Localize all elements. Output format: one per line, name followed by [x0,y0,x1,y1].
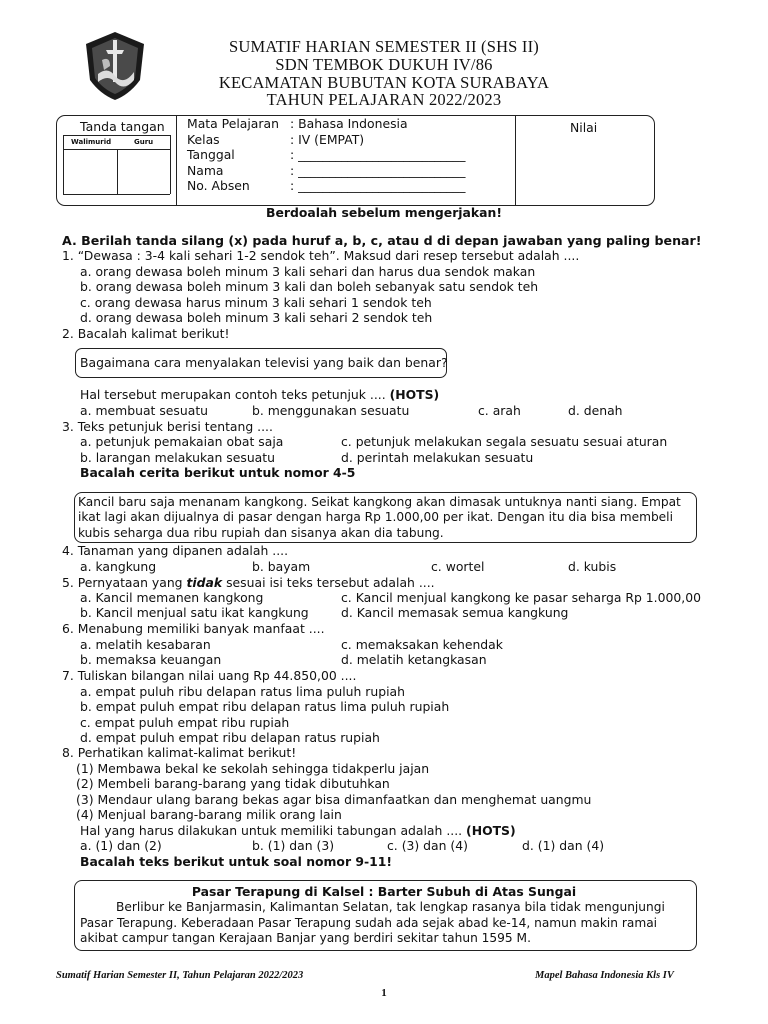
academic-year: TAHUN PELAJARAN 2022/2023 [266,90,502,109]
hots-badge: (HOTS) [389,387,440,402]
story-line: akibat campur tangan Kerajaan Banjar yang berdiri sekitar tahun 1595 M. [80,931,531,945]
story-heading-1: Bacalah cerita berikut untuk nomor 4-5 [80,465,356,480]
footer-left: Sumatif Harian Semester II, Tahun Pelajaran 2022/2023 [56,970,304,981]
story-2-text [80,900,665,947]
option-c[interactable]: c. (3) dan (4) [387,838,468,853]
info-label: Tanggal [187,147,235,163]
option-b[interactable]: b. Kancil menjual satu ikat kangkung [80,605,309,620]
option-b[interactable]: b. (1) dan (3) [252,838,335,853]
option-a[interactable]: a. kangkung [80,559,157,574]
option-d[interactable]: d. (1) dan (4) [522,838,605,853]
option-b[interactable]: b. empat puluh empat ribu delapan ratus lima puluh rupiah [80,699,450,714]
option-b[interactable]: b. menggunakan sesuatu [252,403,410,418]
option-b[interactable]: b. orang dewasa boleh minum 3 kali dan boleh sebanyak satu sendok teh [80,279,539,294]
option-c[interactable]: c. Kancil menjual kangkong ke pasar seharga Rp 1.000,00 [341,590,701,605]
question-7 [62,668,449,746]
option-a[interactable]: a. membuat sesuatu [80,403,209,418]
story-1-text [78,495,681,541]
question-1 [62,248,579,326]
info-values [290,116,465,194]
story-heading-2: Bacalah teks berikut untuk soal nomor 9-11! [80,854,393,869]
option-b[interactable]: b. memaksa keuangan [80,652,222,667]
absence-number-field[interactable]: : ___________________________ [290,178,466,194]
story-2-title: Pasar Terapung di Kalsel : Barter Subuh di Atas Sungai [191,884,577,899]
option-a[interactable]: a. melatih kesabaran [80,637,211,652]
statement-4: (4) Menjual barang-barang milik orang lain [76,807,342,822]
option-c[interactable]: c. memaksakan kehendak [341,637,503,652]
statement-2: (2) Membeli barang-barang yang tidak dibutuhkan [76,776,390,791]
score-label: Nilai [570,120,598,135]
statement-3: (3) Mendaur ulang barang bekas agar bisa dimanfaatkan dan menghemat uangmu [76,791,592,807]
stem-part: sesuai isi teks tersebut adalah .... [222,575,435,590]
question-6-stem: 6. Menabung memiliki banyak manfaat .... [62,621,325,636]
option-d[interactable]: d. Kancil memasak semua kangkung [341,605,569,620]
story-line: kubis seharga dua ribu rupiah dan sisanya akan dia tabung. [78,525,444,540]
option-d[interactable]: d. empat puluh empat ribu delapan ratus rupiah [80,730,380,745]
option-a[interactable]: a. orang dewasa boleh minum 3 kali sehari dan harus dua sendok makan [80,263,536,279]
footer-right: Mapel Bahasa Indonesia Kls IV [535,970,674,981]
option-d[interactable]: d. melatih ketangkasan [341,652,487,667]
prayer-note: Berdoalah sebelum mengerjakan! [266,205,502,220]
option-c[interactable]: c. arah [478,403,521,418]
teacher-signature-label: Guru [134,138,154,146]
question-8 [62,745,591,838]
subject-value: : Bahasa Indonesia [290,116,408,131]
info-label: Kelas [187,131,220,147]
date-field[interactable]: : ___________________________ [290,147,466,163]
option-c[interactable]: c. empat puluh empat ribu rupiah [80,714,290,730]
question-3-stem: 3. Teks petunjuk berisi tentang .... [62,419,273,434]
story-line: ikat lagi akan dijualnya di pasar dengan harga Rp 1.000,00 per ikat. Dengan itu dia bisa membeli [78,510,673,525]
hots-badge: (HOTS) [466,822,516,838]
option-b[interactable]: b. bayam [252,559,311,574]
parent-signature-label: Walimurid [71,138,112,146]
info-labels [187,116,279,194]
district-name: KECAMATAN BUBUTAN KOTA SURABAYA [218,73,550,92]
question-5-stem [62,575,435,590]
question-stem: 8. Perhatikan kalimat-kalimat berikut! [62,745,297,760]
question-stem: 7. Tuliskan bilangan nilai uang Rp 44.850,00 .... [62,668,357,683]
option-a[interactable]: a. Kancil memanen kangkong [80,590,264,605]
story-line: Pasar Terapung. Keberadaan Pasar Terapung sudah ada sejak abad ke-14, namun makin ramai [80,915,658,930]
question-2-stem: 2. Bacalah kalimat berikut! [62,326,230,341]
emphasis-word: tidak [186,575,223,590]
class-value: : IV (EMPAT) [290,131,365,147]
option-a[interactable]: a. petunjuk pemakaian obat saja [80,434,284,449]
option-a[interactable]: a. empat puluh ribu delapan ratus lima puluh rupiah [80,683,405,699]
question-2-follow [80,387,439,402]
option-c[interactable]: c. wortel [431,559,485,574]
stem-part: 5. Pernyataan yang [62,575,187,590]
option-d[interactable]: d. perintah melakukan sesuatu [341,450,534,465]
exam-title: SUMATIF HARIAN SEMESTER II (SHS II) [229,37,539,56]
option-d[interactable]: d. orang dewasa boleh minum 3 kali sehari 2 sendok teh [80,310,433,325]
question-2-follow-text: Hal tersebut merupakan contoh teks petunjuk .... [80,387,386,402]
option-d[interactable]: d. kubis [568,559,617,574]
page-number: 1 [381,987,387,999]
story-line: Kancil baru saja menanam kangkong. Seikat kangkong akan dimasak untuknya nanti siang. Empat [78,495,681,509]
option-d[interactable]: d. denah [568,403,623,418]
statement-1: (1) Membawa bekal ke sekolah sehingga tidakperlu jajan [76,760,430,776]
question-8-follow-text: Hal yang harus dilakukan untuk memiliki tabungan adalah .... [80,822,463,838]
quote-box [75,348,447,378]
info-label: No. Absen [187,178,250,194]
story-line: Berlibur ke Banjarmasin, Kalimantan Selatan, tak lengkap rasanya bila tidak mengunjungi [116,900,665,914]
signature-label: Tanda tangan [80,119,165,134]
question-4-stem: 4. Tanaman yang dipanen adalah .... [62,543,289,558]
question-8-follow [62,823,591,839]
school-name: SDN TEMBOK DUKUH IV/86 [275,55,493,74]
option-a[interactable]: a. (1) dan (2) [80,838,162,853]
info-label: Nama [187,162,224,178]
quote-text: Bagaimana cara menyalakan televisi yang baik dan benar? [80,355,448,370]
name-field[interactable]: : ___________________________ [290,162,466,178]
option-b[interactable]: b. larangan melakukan sesuatu [80,450,275,465]
section-a-instruction: A. Berilah tanda silang (x) pada huruf a, b, c, atau d di depan jawaban yang paling benar! [62,233,702,248]
option-c[interactable]: c. orang dewasa harus minum 3 kali sehari 1 sendok teh [80,294,432,310]
question-stem: 1. “Dewasa : 3-4 kali sehari 1-2 sendok teh”. Maksud dari resep tersebut adalah .... [62,248,580,263]
info-label: Mata Pelajaran [187,116,279,131]
option-c[interactable]: c. petunjuk melakukan segala sesuatu sesuai aturan [341,434,668,449]
